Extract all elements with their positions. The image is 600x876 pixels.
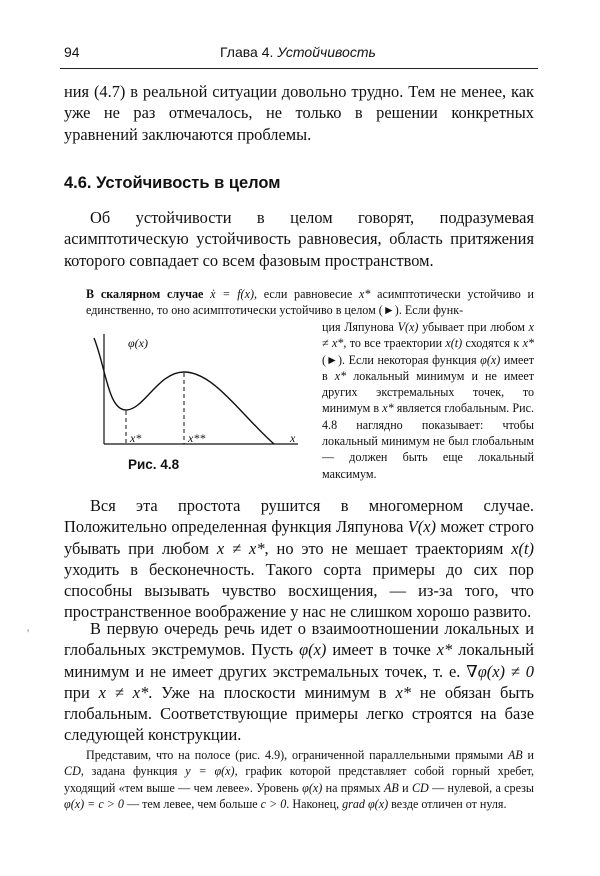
extrema-text-f: не обязан быть глобальным. Соответствующие примеры легко строятся на базе следующей конструкции. [64,682,534,745]
extrema-text-c: локальный минимум и не имеет других экстремальных точек, т. е. [64,640,534,681]
extrema-text-a: В первую очередь речь идет о взаимоотношении локальных и глобальных экстремумов. Пусть [64,619,534,660]
bottom-text-h: — тем левее, чем больше [123,796,261,811]
math-xstar: x* [334,368,347,383]
scalar-note-top [86,286,534,319]
note-lead: В скалярном случае [86,287,204,301]
figure-x-label: x [290,431,296,445]
multidim-text-c: , но это не мешает траекториям [264,538,512,558]
math-eq-scalar: ẋ = f(x) [210,287,254,301]
figure-y-label: φ(x) [128,336,148,350]
extrema-text-b: имеет в точке [326,640,437,660]
bottom-text-f: и [398,780,412,795]
math-line-cd: CD [64,764,81,779]
strip-construction-note [64,747,534,812]
math-trajectory: x(t) [511,538,534,558]
multidim-text-b: может строго убывать при любом [64,517,534,558]
math-phi: φ(x) [302,780,323,795]
chapter-title: Устойчивость [277,44,376,60]
math-line-ab: AB [384,780,399,795]
math-line-cd: CD [411,780,429,795]
note-text-2: асимптотически устойчиво и единственно, то оно асимптотически устойчиво в целом (►). Если функ- [86,287,534,318]
bottom-text-b: и [522,748,535,762]
chapter-label: Глава 4. [220,44,274,60]
math-neq: x ≠ x* [216,538,265,558]
side-text-f: имеет в [322,352,534,383]
note-text-1: , если равновесие [253,287,359,301]
side-text-g: локальный минимум и не имеет других экстремальных точек, то минимум в [322,368,534,416]
math-phi: φ(x) [299,640,327,660]
running-title [220,44,376,60]
side-text-h: является глобальным. Рис. 4.8 наглядно показывает: чтобы локальный минимум не был глобальным — должен быть еще локальный максимум. [322,401,534,481]
math-y-phi: y = φ(x) [185,764,235,779]
figure-max-label: x** [188,431,206,445]
bottom-text-c: , задана функция [80,764,186,779]
margin-mark: ' [27,626,30,640]
intro-paragraph: ния (4.7) в реальной ситуации довольно трудно. Тем не менее, как уже не раз отмечалось, не только в решении конкретных уравнений заключаются проблемы. [64,82,534,144]
math-grad-phi: grad φ(x) [342,796,389,811]
section-heading: 4.6. Устойчивость в целом [64,174,281,192]
multidim-paragraph [64,495,534,623]
scalar-note-side [322,319,534,482]
math-lyapunov-v: V(x) [407,517,436,537]
side-text-d: сходятся к [462,336,523,351]
bottom-text-i: . Наконец, [286,796,343,811]
page-number: 94 [64,44,80,60]
section-paragraph: Об устойчивости в целом говорят, подразумевая асимптотическую устойчивость равновесия, область притяжения которого совпадает со всем фазовым пространством. [64,208,534,270]
math-neq: x ≠ x* [98,682,149,702]
math-xstar: x* [358,287,371,301]
extrema-paragraph [64,618,534,746]
bottom-text-g: — нулевой, а срезы [428,780,534,795]
multidim-text-a: Вся эта простота рушится в многомерном случае. Положительно определенная функция Ляпунова [64,496,534,537]
bottom-text-d: , график которой представляет собой горный хребет, уходящий «тем выше — чем левее». Уровень [64,764,534,795]
figure-min-label: x* [130,431,142,445]
math-trajectory: x(t) [445,336,463,351]
multidim-text-d: уходить в бесконечность. Такого сорта примеры до сих пор способны вызывать чувство восхищения, — из-за того, что пространственное воображение у нас не слишком хорошо развито. [64,559,534,622]
math-level-set: φ(x) = c > 0 [64,796,124,811]
math-lyapunov-v: V(x) [397,320,419,334]
math-xstar: x* [382,401,394,416]
bottom-text-a: Представим, что на полосе (рис. 4.9), ограниченной параллельными прямыми [86,748,508,762]
math-c-positive: c > 0 [260,796,287,811]
side-text-a: ция Ляпунова [322,320,398,334]
side-text-e: (►). Если некоторая функция [322,352,481,367]
header-rule [60,68,538,69]
extrema-text-d: при [64,682,99,702]
math-grad-neq: ∇φ(x) ≠ 0 [466,661,534,681]
bottom-text-e: на прямых [322,780,385,795]
side-text-c: , то все траектории [343,336,446,351]
math-line-ab: AB [507,748,523,762]
figure-caption: Рис. 4.8 [128,457,180,472]
math-phi: φ(x) [480,352,501,367]
math-xstar: x* [436,640,453,660]
math-xstar: x* [395,682,411,702]
extrema-text-e: . Уже на плоскости минимум в [148,682,396,702]
math-xstar: x* [522,336,534,351]
side-text-b: убывает при любом [418,320,529,334]
math-neq: x ≠ x* [322,320,535,351]
bottom-text-j: везде отличен от нуля. [388,796,507,811]
